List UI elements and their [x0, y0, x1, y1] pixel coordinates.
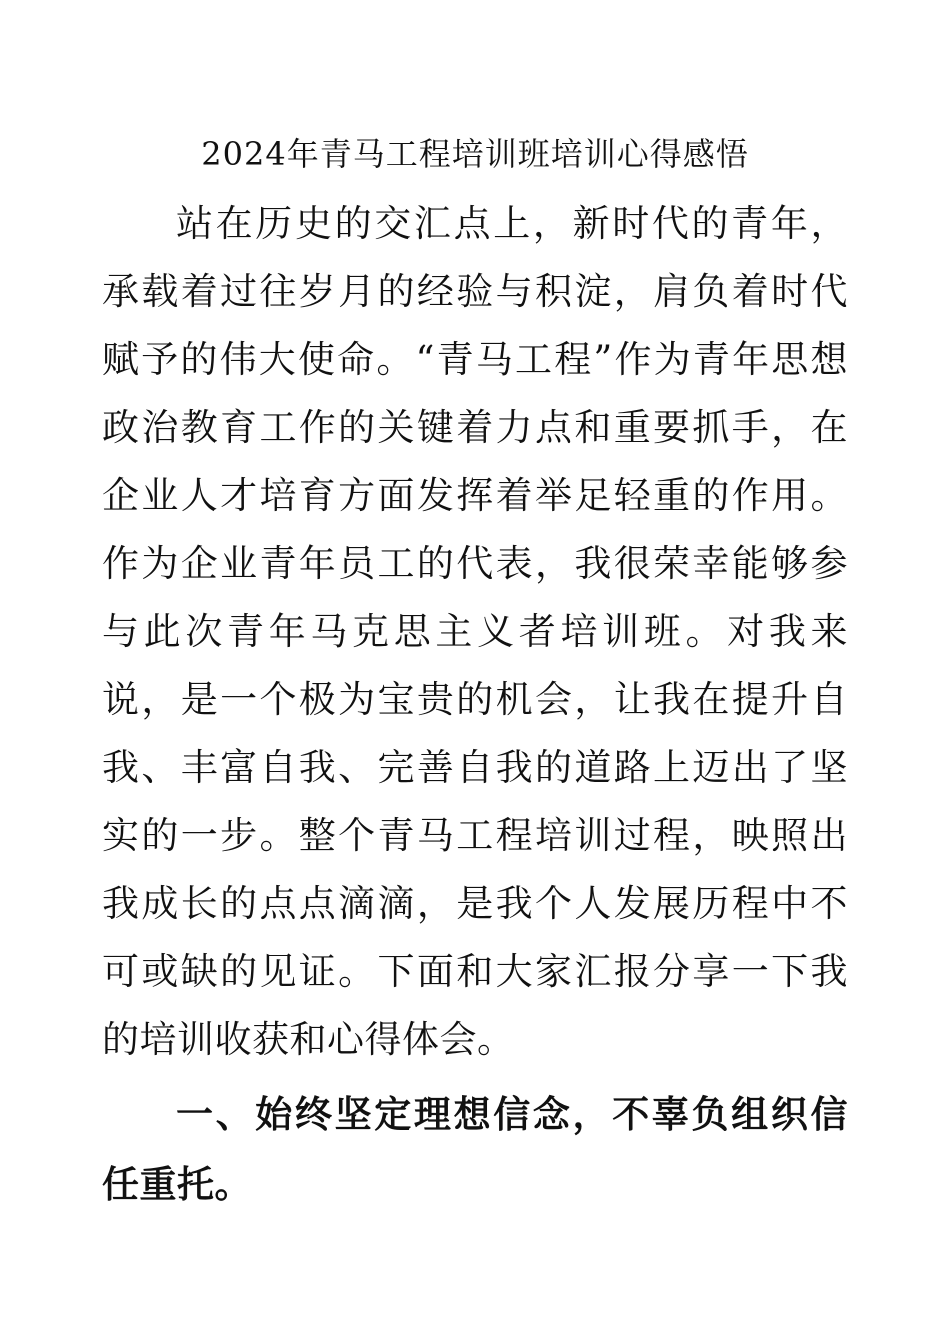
- intro-paragraph: 站在历史的交汇点上，新时代的青年，承载着过往岁月的经验与积淀，肩负着时代赋予的伟大使命。“青马工程”作为青年思想政治教育工作的关键着力点和重要抓手，在企业人才培育方面发挥着举足轻重的作用。作为企业青年员工的代表，我很荣幸能够参与此次青年马克思主义者培训班。对我来说，是一个极为宝贵的机会，让我在提升自我、丰富自我、完善自我的道路上迈出了坚实的一步。整个青马工程培训过程，映照出我成长的点点滴滴，是我个人发展历程中不可或缺的见证。下面和大家汇报分享一下我的培训收获和心得体会。: [102, 202, 848, 1061]
- section-heading-1: 一、始终坚定理想信念，不辜负组织信任重托。: [102, 1093, 848, 1206]
- document-title: 2024年青马工程培训班培训心得感悟: [201, 135, 749, 173]
